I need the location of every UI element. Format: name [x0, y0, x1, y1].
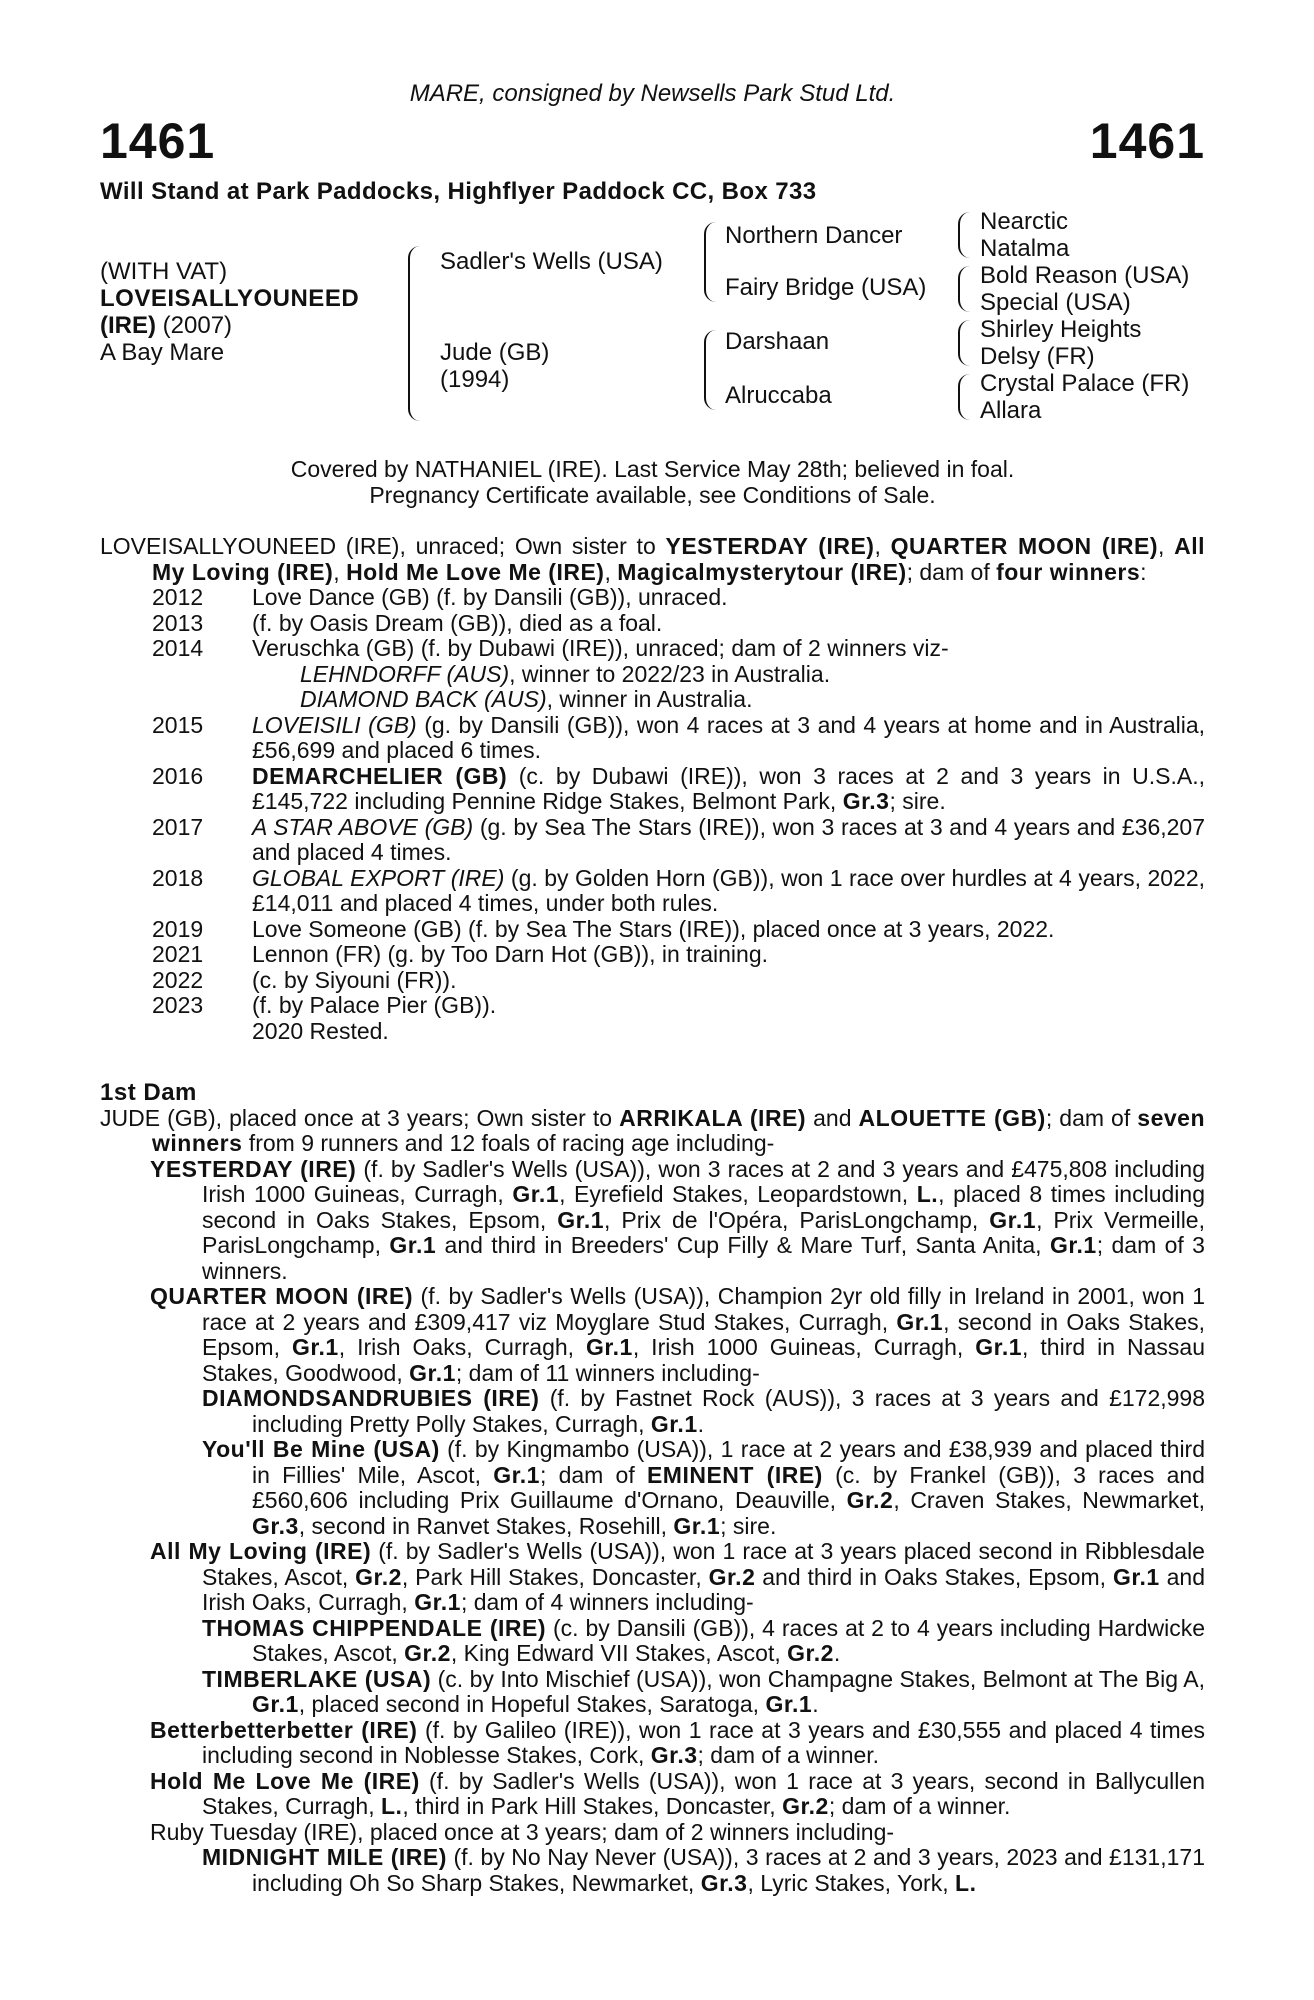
- dds: Crystal Palace (FR): [980, 370, 1190, 397]
- dam-year: (1994): [440, 366, 510, 393]
- lot-number-right: 1461: [1089, 113, 1205, 169]
- produce-timberlake: TIMBERLAKE (USA) (c. by Into Mischief (USA)), won Champagne Stakes, Belmont at The Big A, Gr.1, placed second in Hopeful Stakes, Saratoga, Gr.1.: [202, 1665, 1205, 1717]
- catalogue-page: [100, 80, 1205, 1896]
- brace-ss: [958, 212, 970, 258]
- dsd: Delsy (FR): [980, 343, 1095, 370]
- produce-ruby-tuesday: Ruby Tuesday (IRE), placed once at 3 years; dam of 2 winners including-: [150, 1818, 895, 1845]
- foal-row: 2013 (f. by Oasis Dream (GB)), died as a foal.: [152, 609, 663, 636]
- foal-row: 2021 Lennon (FR) (g. by Too Darn Hot (GB)), in training.: [152, 941, 769, 967]
- foal-row: 2015 LOVEISILI (GB) (g. by Dansili (GB)), won 4 races at 3 and 4 years at home and in Australia, £56,699 and placed 6 times.: [152, 711, 1206, 763]
- produce-quarter-moon: QUARTER MOON (IRE) (f. by Sadler's Wells (USA)), Champion 2yr old filly in Ireland in 2001, won 1 race at 2 years and £309,417 viz Moyglare Stud Stakes, Curragh, Gr.1, second in Oaks Stakes, Epsom, Gr.1, Irish Oaks, Curragh, Gr.1, Irish 1000 Guineas, Curragh, Gr.1, third in Nassau Stakes, Goodwood, Gr.1; dam of 11 winners including-: [150, 1283, 1205, 1386]
- dam-sire: Darshaan: [725, 328, 830, 355]
- pedigree-table: [100, 210, 1205, 452]
- ddd: Allara: [980, 397, 1042, 424]
- foal-row: 2012 Love Dance (GB) (f. by Dansili (GB)), unraced.: [152, 584, 728, 610]
- produce-thomas-chippendale: THOMAS CHIPPENDALE (IRE) (c. by Dansili (GB)), 4 races at 2 to 4 years including Hardwicke Stakes, Ascot, Gr.2, King Edward VII Stakes, Ascot, Gr.2.: [202, 1614, 1206, 1666]
- produce-betterbetterbetter: Betterbetterbetter (IRE) (f. by Galileo (IRE)), won 1 race at 3 years and £30,555 and placed 4 times including second in Noblesse Stakes, Cork, Gr.3; dam of a winner.: [150, 1716, 1205, 1768]
- horse-origin-year: [100, 312, 232, 339]
- produce-record: [100, 534, 1205, 1896]
- brace-sire: [704, 222, 716, 302]
- covering-line-1: Covered by NATHANIEL (IRE). Last Service May 28th; believed in foal.: [290, 456, 1015, 482]
- horse-year: (2007): [156, 312, 233, 339]
- lot-number-left: 1461: [100, 113, 216, 169]
- consignor-line: MARE, consigned by Newsells Park Stud Ltd.: [409, 80, 896, 107]
- sire: Sadler's Wells (USA): [440, 248, 663, 275]
- sire-sire: Northern Dancer: [725, 222, 903, 249]
- sdd: Special (USA): [980, 289, 1131, 316]
- stand-location: Will Stand at Park Paddocks, Highflyer Paddock CC, Box 733: [100, 178, 817, 205]
- produce-all-my-loving: All My Loving (IRE) (f. by Sadler's Wells (USA)), won 1 race at 3 years placed second in Ribblesdale Stakes, Ascot, Gr.2, Park Hill Stakes, Doncaster, Gr.2 and third in Oaks Stakes, Epsom, Gr.1 and Irish Oaks, Curragh, Gr.1; dam of 4 winners including-: [150, 1538, 1205, 1615]
- foal-row: 2019 Love Someone (GB) (f. by Sea The Stars (IRE)), placed once at 3 years, 2022.: [152, 915, 1055, 942]
- sss: Nearctic: [980, 208, 1069, 235]
- dss: Shirley Heights: [980, 316, 1142, 343]
- foal-row: 2023 (f. by Palace Pier (GB)).: [152, 992, 497, 1018]
- ssd: Natalma: [980, 235, 1070, 262]
- brace-ds: [958, 320, 970, 366]
- vat-note: (WITH VAT): [100, 258, 228, 285]
- produce-midnight-mile: MIDNIGHT MILE (IRE) (f. by No Nay Never (USA)), 3 races at 2 and 3 years, 2023 and £131,171 including Oh So Sharp Stakes, Newmarket, Gr.3, Lyric Stakes, York, L.: [202, 1844, 1205, 1896]
- produce-yesterday: YESTERDAY (IRE) (f. by Sadler's Wells (USA)), won 3 races at 2 and 3 years and £475,808 including Irish 1000 Guineas, Curragh, Gr.1, Eyrefield Stakes, Leopardstown, L., placed 8 times including second in Oaks Stakes, Epsom, Gr.1, Prix de l'Opéra, ParisLongchamp, Gr.1, Prix Vermeille, ParisLongchamp, Gr.1 and third in Breeders' Cup Filly & Mare Turf, Santa Anita, Gr.1; dam of 3 winners.: [150, 1155, 1206, 1284]
- produce-diamondsandrubies: DIAMONDSANDRUBIES (IRE) (f. by Fastnet Rock (AUS)), 3 races at 3 years and £172,998 including Pretty Polly Stakes, Curragh, Gr.1.: [202, 1385, 1205, 1437]
- covering-line-2: Pregnancy Certificate available, see Conditions of Sale.: [369, 482, 936, 508]
- produce-youll-be-mine: You'll Be Mine (USA) (f. by Kingmambo (USA)), 1 race at 2 years and £38,939 and placed third in Fillies' Mile, Ascot, Gr.1; dam of EMINENT (IRE) (c. by Frankel (GB)), 3 races and £560,606 including Prix Guillaume d'Ornano, Deauville, Gr.2, Craven Stakes, Newmarket, Gr.3, second in Ranvet Stakes, Rosehill, Gr.1; sire.: [202, 1436, 1206, 1539]
- foal-row: 2014 Veruschka (GB) (f. by Dubawi (IRE)), unraced; dam of 2 winners viz-: [152, 635, 949, 661]
- rested-note: 2020 Rested.: [252, 1017, 389, 1044]
- mare-intro: LOVEISALLYOUNEED (IRE), unraced; Own sister to YESTERDAY (IRE), QUARTER MOON (IRE), All My Loving (IRE), Hold Me Love Me (IRE), Magicalmysterytour (IRE); dam of four winners:: [100, 533, 1206, 585]
- brace-1: [408, 246, 420, 421]
- produce-hold-me-love-me: Hold Me Love Me (IRE) (f. by Sadler's Wells (USA)), won 1 race at 3 years, second in Ballycullen Stakes, Curragh, L., third in Park Hill Stakes, Doncaster, Gr.2; dam of a winner.: [150, 1767, 1205, 1819]
- dam-dam: Alruccaba: [725, 382, 832, 409]
- sds: Bold Reason (USA): [980, 262, 1190, 289]
- brace-dam: [704, 330, 716, 410]
- first-dam-heading: 1st Dam: [100, 1079, 197, 1106]
- horse-description: A Bay Mare: [100, 339, 225, 366]
- foal-row: 2016 DEMARCHELIER (GB) (c. by Dubawi (IRE)), won 3 races at 2 and 3 years in U.S.A., £145,722 including Pennine Ridge Stakes, Belmont Park, Gr.3; sire.: [152, 762, 1205, 814]
- first-dam-intro: JUDE (GB), placed once at 3 years; Own sister to ARRIKALA (IRE) and ALOUETTE (GB); dam of seven winners from 9 runners and 12 foals of racing age including-: [100, 1104, 1206, 1156]
- horse-name: LOVEISALLYOUNEED: [100, 285, 360, 312]
- foal-row: 2022 (c. by Siyouni (FR)).: [152, 966, 457, 993]
- foal-sub-row: DIAMOND BACK (AUS), winner in Australia.: [300, 686, 753, 712]
- sire-dam: Fairy Bridge (USA): [725, 274, 927, 301]
- foal-row: 2017 A STAR ABOVE (GB) (g. by Sea The Stars (IRE)), won 3 races at 3 and 4 years and £36,207 and placed 4 times.: [152, 813, 1205, 865]
- lot-header: [100, 80, 1205, 170]
- brace-dd: [958, 374, 970, 420]
- brace-sd: [958, 266, 970, 312]
- foal-row: 2018 GLOBAL EXPORT (IRE) (g. by Golden Horn (GB)), won 1 race over hurdles at 4 years, 2022, £14,011 and placed 4 times, under both rules.: [152, 864, 1205, 916]
- covering-note: [100, 456, 1205, 508]
- foal-sub-row: LEHNDORFF (AUS), winner to 2022/23 in Australia.: [300, 660, 831, 687]
- horse-country: (IRE): [100, 312, 156, 339]
- dam: Jude (GB): [440, 339, 550, 366]
- foal-list: [100, 585, 1205, 1044]
